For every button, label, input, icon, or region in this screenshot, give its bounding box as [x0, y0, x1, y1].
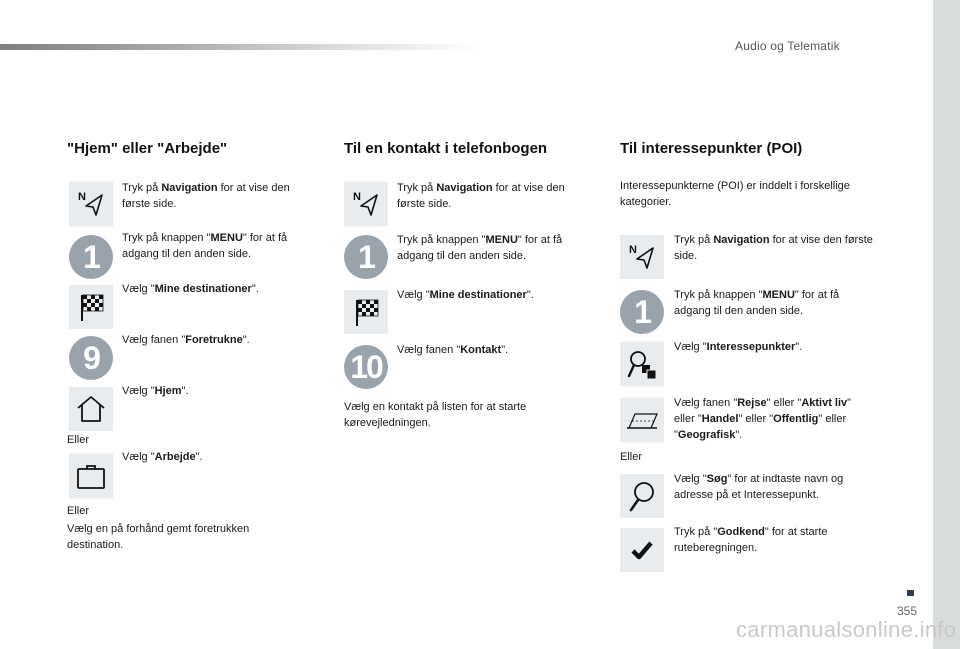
step-home: Vælg "Hjem". [122, 385, 189, 397]
step-navigation: Tryk på Navigation for at vise den første side. [122, 182, 290, 210]
step-favorites-tab: Vælg fanen "Foretrukne". [122, 334, 250, 346]
step-points-of-interest: Vælg "Interessepunkter". [674, 341, 803, 353]
step-badge-1: 1 [620, 290, 664, 334]
step-navigation: Tryk på Navigation for at vise den første side. [674, 234, 873, 262]
favorite-note: Vælg en på forhånd gemt foretrukken destination. [67, 523, 250, 551]
poi-intro: Interessepunkterne (POI) er inddelt i forskellige kategorier. [620, 180, 850, 208]
road-icon [620, 398, 664, 442]
step-badge-9: 9 [69, 336, 113, 380]
page-marker [907, 590, 914, 596]
briefcase-icon [69, 454, 113, 498]
step-badge-10: 10 [344, 345, 388, 389]
or-label: Eller [67, 434, 90, 446]
home-icon [69, 387, 113, 431]
step-badge-1: 1 [344, 235, 388, 279]
step-search: Vælg "Søg" for at indtaste navn og adresse på et Interessepunkt. [674, 473, 844, 501]
search-icon [620, 474, 664, 518]
step-menu: Tryk på knappen "MENU" for at få adgang til den anden side. [397, 234, 563, 262]
step-confirm: Tryk på "Godkend" for at starte ruteberegningen. [674, 526, 828, 554]
column-heading-phonebook: Til en kontakt i telefonbogen [344, 140, 548, 157]
step-badge-1: 1 [69, 235, 113, 279]
watermark: carmanualsonline.info [736, 617, 957, 642]
navigation-icon [344, 182, 388, 226]
step-work: Vælg "Arbejde". [122, 451, 203, 463]
step-menu: Tryk på knappen "MENU" for at få adgang til den anden side. [122, 232, 288, 260]
step-category-tab: Vælg fanen "Rejse" eller "Aktivt liv" eller "Handel" eller "Offentlig" eller "Geografisk". [674, 397, 852, 441]
page-number: 355 [897, 604, 918, 618]
checkered-flag-icon [69, 285, 113, 329]
navigation-icon [69, 182, 113, 226]
step-navigation: Tryk på Navigation for at vise den første side. [397, 182, 565, 210]
step-menu: Tryk på knappen "MENU" for at få adgang til den anden side. [674, 289, 840, 317]
contact-note: Vælg en kontakt på listen for at starte kørevejledningen. [344, 401, 527, 429]
header-gradient-bar [0, 44, 480, 50]
checkered-flag-icon [344, 290, 388, 334]
step-my-destinations: Vælg "Mine destinationer". [397, 289, 534, 301]
side-tab [933, 0, 960, 649]
step-my-destinations: Vælg "Mine destinationer". [122, 283, 259, 295]
navigation-icon [620, 235, 664, 279]
checkmark-icon [620, 528, 664, 572]
section-title: Audio og Telematik [735, 39, 840, 53]
column-heading-home-work: "Hjem" eller "Arbejde" [67, 140, 228, 157]
column-heading-poi: Til interessepunkter (POI) [620, 140, 803, 157]
or-label: Eller [67, 505, 90, 517]
step-contact-tab: Vælg fanen "Kontakt". [397, 344, 509, 356]
or-label: Eller [620, 451, 643, 463]
poi-icon [620, 342, 664, 386]
